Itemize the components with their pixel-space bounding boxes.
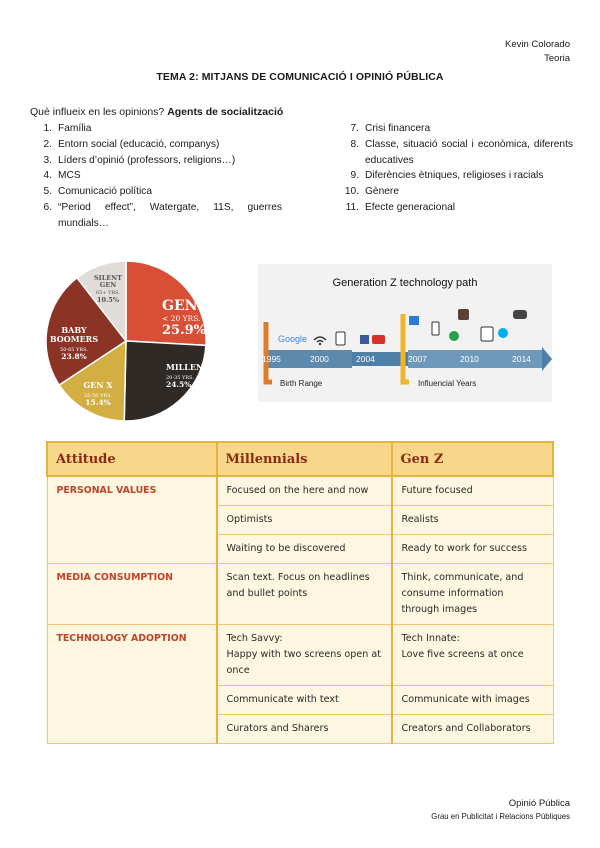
timeline-svg (258, 264, 552, 402)
list-item-number: 5. (43, 186, 52, 198)
influence-label: Influencial Years (418, 379, 477, 388)
section-label: Teoria (544, 53, 570, 64)
pie-label-name: BABY (61, 325, 87, 335)
pie-label-age: 50-65 YRS. (60, 347, 88, 353)
timeline-year: 2007 (408, 354, 427, 364)
pie-label-name: SILENT (93, 274, 123, 282)
agents-list-right (337, 121, 573, 216)
list-item (30, 137, 282, 153)
category-cell: MEDIA CONSUMPTION (47, 564, 217, 625)
list-item-text: Efecte generacional (365, 201, 456, 213)
tablet-icon (481, 327, 493, 341)
genz-cell: Future focused (392, 476, 554, 506)
timeline-year: 2010 (460, 354, 479, 364)
pie-label-name: GEN Z (162, 298, 213, 314)
pie-label-age: 35-50 YRS. (84, 393, 112, 399)
list-item (30, 121, 282, 137)
timeline-year: 1995 (262, 354, 281, 364)
genz-cell: Ready to work for success (392, 535, 554, 564)
list-item-text: MCS (58, 170, 81, 182)
pie-label-percent: 24.5% (166, 380, 192, 389)
intro-answer: Agents de socialització (167, 106, 284, 118)
vr-headset-icon (513, 310, 527, 319)
page-title: TEMA 2: MITJANS DE COMUNICACIÓ I OPINIÓ PÚBLICA (156, 71, 444, 83)
list-item-number: 9. (350, 170, 359, 182)
whatsapp-icon (449, 331, 459, 341)
timeline-year: 2004 (356, 354, 375, 364)
pie-label-name: BOOMERS (49, 334, 99, 344)
pie-label-name: MILLENNIALS (166, 362, 232, 372)
millennials-cell: Waiting to be discovered (217, 535, 392, 564)
millennials-cell: Communicate with text (217, 686, 392, 715)
list-item-number: 1. (43, 123, 52, 134)
list-item-text: Líders d’opinió (professors, religions…) (58, 154, 236, 166)
intro-line (30, 106, 283, 118)
millennials-cell: Optimists (217, 506, 392, 535)
pie-label-percent: 10.5% (96, 296, 120, 304)
list-item (337, 137, 573, 169)
category-cell: TECHNOLOGY ADOPTION (47, 625, 217, 744)
list-item-number: 3. (43, 154, 52, 166)
list-item (30, 168, 282, 184)
table-header-row (47, 442, 553, 476)
list-item-number: 7. (350, 123, 359, 134)
birth-range-label: Birth Range (280, 379, 323, 388)
skype-icon (498, 328, 508, 338)
list-item (337, 168, 573, 184)
genz-cell: Think, communicate, and consume information through images (392, 564, 554, 625)
list-item (30, 153, 282, 169)
category-cell: PERSONAL VALUES (47, 476, 217, 564)
list-item-text: “Period effect”, Watergate, 11S, guerres mundials… (58, 201, 282, 229)
millennials-cell: Scan text. Focus on headlines and bullet points (217, 564, 392, 625)
ipod-icon (336, 332, 345, 345)
pie-label-name: GEN (99, 281, 117, 289)
pie-label-percent: 23.8% (61, 352, 87, 361)
genz-cell: Realists (392, 506, 554, 535)
tech-path-graphic (258, 264, 552, 402)
pie-label-percent: 25.9% (162, 323, 207, 338)
list-item (337, 184, 573, 200)
millennials-cell: Tech Savvy: Happy with two screens open at once (217, 625, 392, 686)
list-item-number: 4. (43, 170, 52, 182)
list-item-number: 6. (43, 201, 52, 213)
list-item-text: Diferències ètniques, religioses i racials (365, 170, 544, 182)
table-row (47, 625, 553, 686)
list-item (337, 121, 573, 137)
agents-list-left (30, 121, 282, 232)
list-item (30, 200, 282, 232)
pie-label-age: 20-35 YRS. (166, 375, 194, 381)
timeline-year: 2000 (310, 354, 329, 364)
list-item-text: Família (58, 123, 92, 134)
list-item-text: Gènere (365, 186, 399, 198)
table-row (47, 476, 553, 506)
google-logo: Google (278, 334, 308, 344)
timeline-arrow (542, 347, 552, 371)
list-item-number: 11. (345, 201, 359, 213)
timeline-title: Generation Z technology path (332, 277, 478, 289)
dropbox-icon (409, 316, 419, 325)
footer-subject: Opinió Pública (508, 798, 570, 809)
millennials-cell: Curators and Sharers (217, 715, 392, 744)
facebook-icon (360, 335, 369, 344)
list-item-text: Entorn social (educació, companys) (58, 138, 220, 150)
instagram-icon (458, 309, 469, 320)
pie-label-age: < 20 YRS. (162, 314, 201, 323)
author-name: Kevin Colorado (505, 39, 570, 50)
header-millennials: Millennials (217, 442, 392, 476)
millennials-cell: Focused on the here and now (217, 476, 392, 506)
list-item-text: Comunicació política (58, 186, 152, 198)
footer-degree: Grau en Publicitat i Relacions Públiques (431, 812, 570, 821)
list-item-text: Crisi financera (365, 123, 431, 134)
genz-cell: Creators and Collaborators (392, 715, 554, 744)
list-item-number: 2. (43, 138, 52, 150)
genz-cell: Tech Innate: Love five screens at once (392, 625, 554, 686)
table-row (47, 564, 553, 625)
header-genz: Gen Z (392, 442, 554, 476)
pie-label-percent: 15.4% (85, 398, 111, 407)
list-item-number: 10. (344, 186, 359, 198)
list-item-text: Classe, situació social i econòmica, diferents educatives (365, 138, 573, 166)
pie-label-name: GEN X (83, 380, 113, 390)
pie-label-age: 65+ YRS. (95, 290, 121, 296)
generation-comparison-table (46, 441, 554, 744)
influence-bracket (403, 314, 409, 382)
wifi-icon (314, 337, 326, 345)
genz-cell: Communicate with images (392, 686, 554, 715)
list-item (30, 184, 282, 200)
timeline-year: 2014 (512, 354, 531, 364)
phone-icon (432, 322, 439, 335)
list-item-number: 8. (350, 138, 359, 150)
list-item (337, 200, 573, 216)
generations-pie-chart (34, 258, 232, 424)
youtube-icon (372, 335, 385, 344)
header-attitude: Attitude (47, 442, 217, 476)
intro-question: Què influeix en les opinions? (30, 106, 165, 118)
